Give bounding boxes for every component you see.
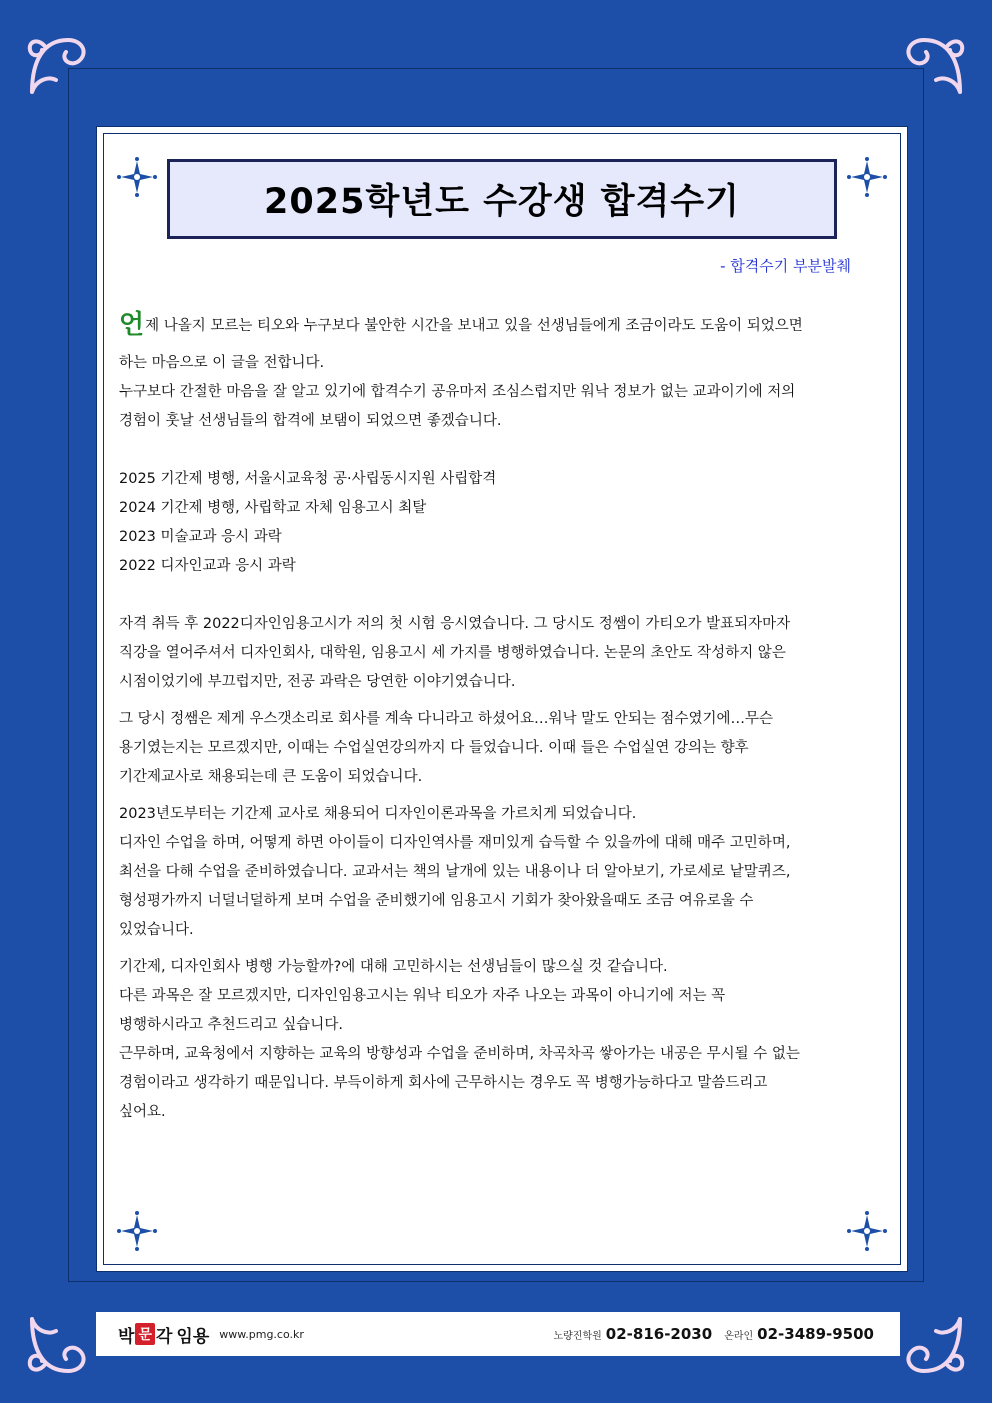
corner-swirl-icon <box>22 1309 94 1381</box>
intro-line: 경험이 훗날 선생님들의 합격에 보탬이 되었으면 좋겠습니다. <box>119 413 502 429</box>
paragraph-line: 디자인 수업을 하며, 어떻게 하면 아이들이 디자인역사를 재미있게 습득할 수 있을까에 대해 매주 고민하며, <box>119 835 791 851</box>
paragraph-line: 경험이라고 생각하기 때문입니다. 부득이하게 회사에 근무하시는 경우도 꼭 병행가능하다고 말씀드리고 <box>119 1075 768 1091</box>
sparkle-icon <box>117 157 157 197</box>
paragraph-line: 있었습니다. <box>119 922 194 938</box>
history-item: 2023 미술교과 응시 과락 <box>119 529 282 545</box>
history-item: 2024 기간제 병행, 사립학교 자체 임용고시 최탈 <box>119 500 427 516</box>
paragraph-line: 다른 과목은 잘 모르겠지만, 디자인임용고시는 워낙 티오가 자주 나오는 과목이 아니기에 저는 꼭 <box>119 988 726 1004</box>
article-body <box>119 309 895 1127</box>
history-item: 2022 디자인교과 응시 과락 <box>119 558 296 574</box>
paragraph-line: 2023년도부터는 기간제 교사로 채용되어 디자인이론과목을 가르치게 되었습니다. <box>119 806 637 822</box>
subtitle: - 합격수기 부분발췌 <box>720 257 851 275</box>
paragraph-line: 자격 취득 후 2022디자인임용고시가 저의 첫 시험 응시였습니다. 그 당시도 정쌤이 가티오가 발표되자마자 <box>119 616 791 632</box>
paragraph-line: 용기였는지는 모르겠지만, 이때는 수업실연강의까지 다 들었습니다. 이때 들은 수업실연 강의는 향후 <box>119 740 749 756</box>
paragraph-line: 병행하시라고 추천드리고 싶습니다. <box>119 1017 343 1033</box>
paragraph-line: 직강을 열어주셔서 디자인회사, 대학원, 임용고시 세 가지를 병행하였습니다. 논문의 초안도 작성하지 않은 <box>119 645 786 661</box>
website-link[interactable]: www.pmg.co.kr <box>219 1327 304 1341</box>
paragraph-line: 형성평가까지 너덜너덜하게 보며 수업을 준비했기에 임용고시 기회가 찾아왔을때도 조금 여유로울 수 <box>119 893 754 909</box>
sparkle-icon <box>847 157 887 197</box>
paragraph-line: 기간제, 디자인회사 병행 가능할까?에 대해 고민하시는 선생님들이 많으실 것 같습니다. <box>119 959 668 975</box>
page-title: 2025학년도 수강생 합격수기 <box>264 182 740 222</box>
sparkle-icon <box>847 1211 887 1251</box>
history-item: 2025 기간제 병행, 서울시교육청 공·사립동시지원 사립합격 <box>119 471 497 487</box>
intro-line: 제 나올지 모르는 티오와 누구보다 불안한 시간을 보내고 있을 선생님들에게 조금이라도 도움이 되었으면 <box>145 318 803 334</box>
paragraph-line: 최선을 다해 수업을 준비하였습니다. 교과서는 책의 날개에 있는 내용이나 더 알아보기, 가로세로 낱말퀴즈, <box>119 864 791 880</box>
corner-swirl-icon <box>898 1309 970 1381</box>
paragraph-line: 그 당시 정쌤은 제게 우스갯소리로 회사를 계속 다니라고 하셨어요…워낙 말도 안되는 점수였기에…무슨 <box>119 711 773 727</box>
title-box <box>167 159 837 239</box>
paragraph-line: 싶어요. <box>119 1104 166 1120</box>
sparkle-icon <box>117 1211 157 1251</box>
paragraph-line: 기간제교사로 채용되는데 큰 도움이 되었습니다. <box>119 769 423 785</box>
document-paper <box>96 126 908 1272</box>
brand-logo: 박 문 각 임용 <box>118 1322 209 1347</box>
contact-label: 노량진학원 <box>553 1331 602 1342</box>
contact-info <box>553 1325 874 1343</box>
intro-line: 하는 마음으로 이 글을 전합니다. <box>119 355 325 371</box>
paragraph-line: 근무하며, 교육청에서 지향하는 교육의 방향성과 수업을 준비하며, 차곡차곡 쌓아가는 내공은 무시될 수 없는 <box>119 1046 800 1062</box>
corner-swirl-icon <box>898 30 970 102</box>
phone-number: 02-816-2030 <box>605 1325 713 1343</box>
paragraph-line: 시점이었기에 부끄럽지만, 전공 과락은 당연한 이야기였습니다. <box>119 674 516 690</box>
contact-label: 온라인 <box>724 1331 754 1342</box>
footer-bar <box>96 1312 900 1356</box>
corner-swirl-icon <box>22 30 94 102</box>
intro-line: 누구보다 간절한 마음을 잘 알고 있기에 합격수기 공유마저 조심스럽지만 워낙 정보가 없는 교과이기에 저의 <box>119 384 796 400</box>
intro-first-line <box>119 309 895 341</box>
phone-number: 02-3489-9500 <box>757 1325 874 1343</box>
drop-cap: 언 <box>119 310 145 340</box>
